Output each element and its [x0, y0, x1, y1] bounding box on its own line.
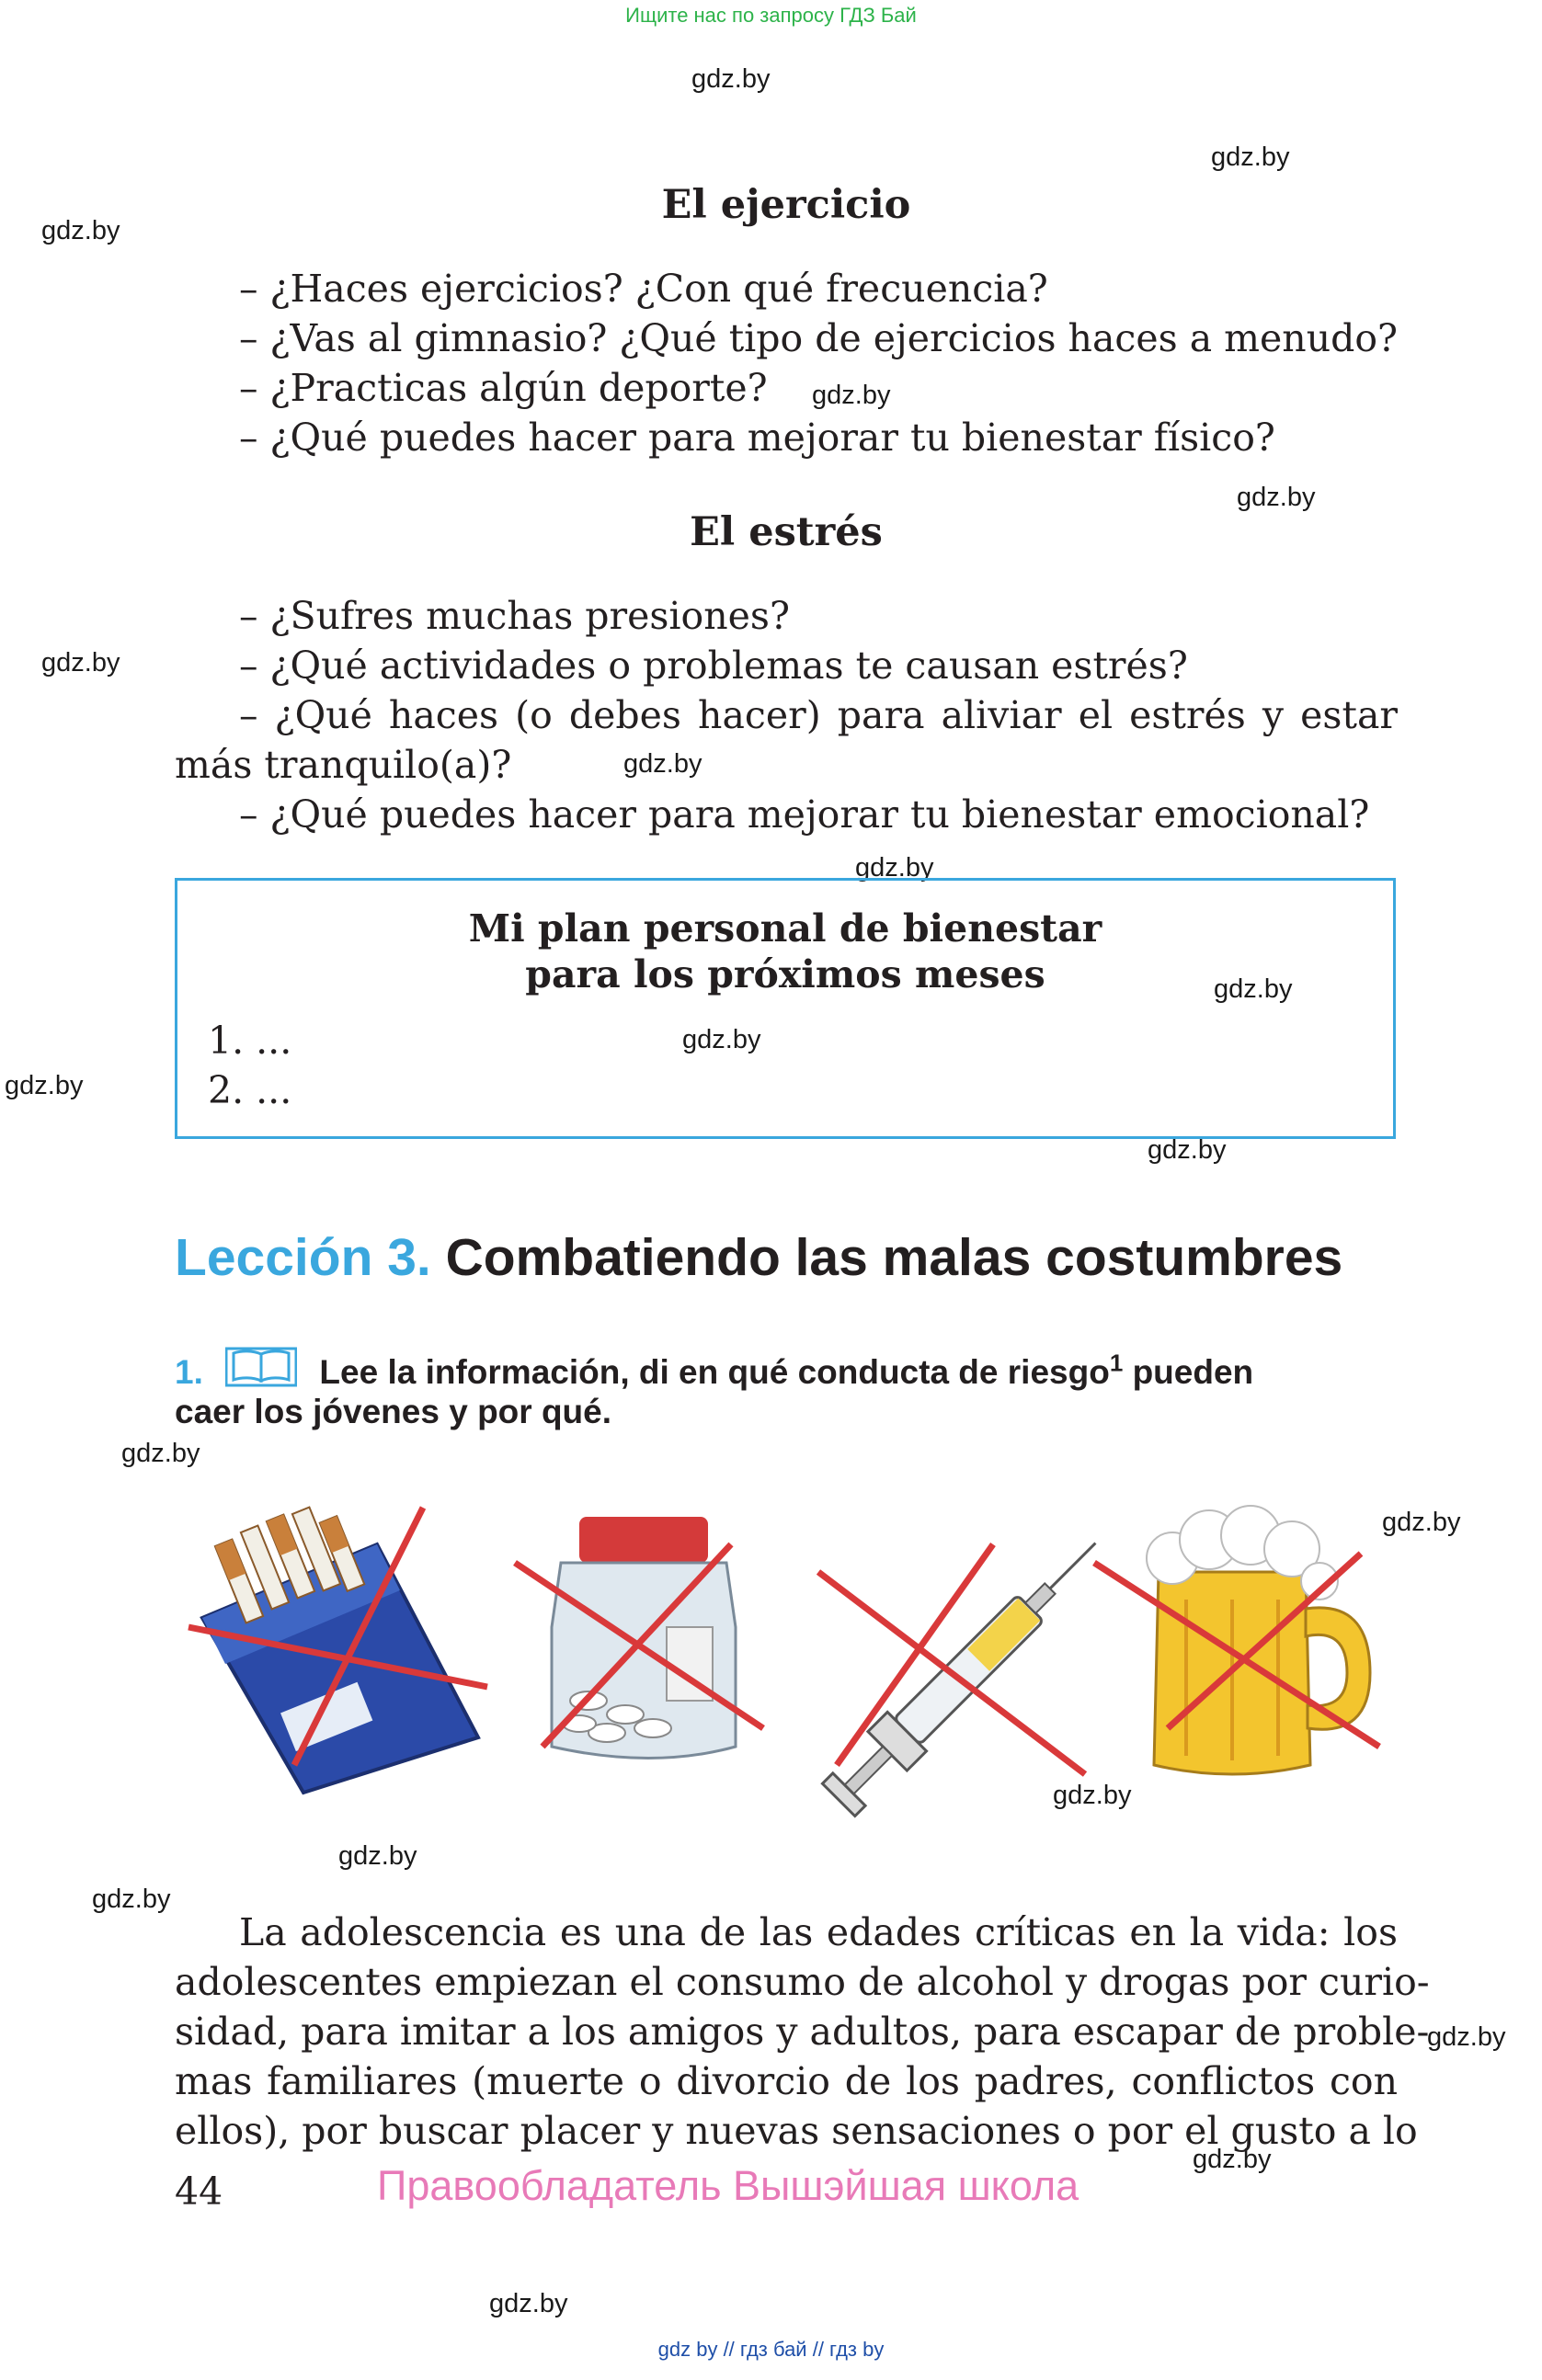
question-line: – ¿Qué actividades o problemas te causan estrés?	[239, 643, 1188, 688]
cigarettes-icon	[202, 1508, 478, 1793]
lesson-title: Combatiendo las malas costumbres	[445, 1228, 1343, 1287]
paragraph-line: sidad, para imitar a los amigos y adultos, para escapar de proble-	[175, 2010, 1430, 2054]
plan-title-line1: Mi plan personal de bienestar	[468, 906, 1102, 951]
watermark: gdz.by	[812, 381, 891, 410]
watermark: gdz.by	[92, 1885, 171, 1914]
page-number: 44	[175, 2169, 223, 2214]
watermark: gdz.by	[41, 216, 120, 245]
watermark: gdz.by	[1193, 2145, 1272, 2174]
watermark: gdz.by	[1382, 1508, 1461, 1537]
top-search-note: Ищите нас по запросу ГДЗ Бай	[625, 4, 917, 27]
question-line: – ¿Vas al gimnasio? ¿Qué tipo de ejercicios haces a menudo?	[239, 316, 1399, 360]
paragraph-line: ellos), por buscar placer y nuevas sensaciones o por el gusto a lo	[175, 2109, 1418, 2153]
copyright-owner: Правообладатель Вышэйшая школа	[377, 2162, 1079, 2209]
syringe-icon	[819, 1523, 1115, 1819]
watermark: gdz.by	[691, 64, 771, 94]
paragraph-line: adolescentes empiezan el consumo de alcohol y drogas por curio-	[175, 1960, 1430, 2004]
question-line: – ¿Haces ejercicios? ¿Con qué frecuencia?	[239, 267, 1048, 311]
watermark: gdz.by	[1214, 974, 1293, 1004]
watermark: gdz.by	[623, 749, 702, 779]
question-line: – ¿Qué haces (o debes hacer) para aliviar el estrés y estar	[239, 693, 1398, 737]
section-title-stress: El estrés	[690, 509, 883, 555]
watermark: gdz.by	[489, 2289, 568, 2318]
paragraph-line: mas familiares (muerte o divorcio de los padres, conflictos con	[175, 2059, 1398, 2103]
task-instruction-line2: caer los jóvenes y por qué.	[175, 1393, 612, 1430]
question-line: – ¿Practicas algún deporte?	[239, 366, 768, 410]
watermark: gdz.by	[682, 1025, 761, 1054]
plan-item: 1. ...	[208, 1019, 292, 1063]
task-instruction-line1	[175, 1347, 1398, 1395]
question-line: – ¿Qué puedes hacer para mejorar tu bienestar físico?	[239, 416, 1275, 460]
section-title-exercise: El ejercicio	[661, 182, 911, 228]
watermark: gdz.by	[1427, 2022, 1506, 2052]
watermark: gdz.by	[1237, 483, 1316, 512]
lesson-number: Lección 3.	[175, 1228, 431, 1287]
book-icon	[225, 1347, 297, 1395]
question-line: más tranquilo(a)?	[175, 743, 512, 787]
plan-item: 2. ...	[208, 1068, 292, 1112]
paragraph-line: La adolescencia es una de las edades críticas en la vida: los	[239, 1910, 1398, 1954]
watermark: gdz.by	[41, 648, 120, 678]
lesson-heading	[175, 1227, 1342, 1288]
question-line: – ¿Sufres muchas presiones?	[239, 594, 790, 638]
bottom-links-note[interactable]: gdz by // гдз бай // гдз by	[657, 2338, 885, 2361]
personal-plan-box	[175, 878, 1396, 1139]
footnote-mark: 1	[1109, 1349, 1124, 1377]
watermark: gdz.by	[1211, 142, 1290, 172]
risk-behaviors-illustration	[175, 1489, 1407, 1829]
watermark: gdz.by	[338, 1841, 417, 1871]
task-text: pueden	[1132, 1353, 1254, 1391]
watermark: gdz.by	[855, 853, 934, 883]
plan-title-line2: para los próximos meses	[525, 952, 1045, 996]
question-line: – ¿Qué puedes hacer para mejorar tu bienestar emocional?	[239, 792, 1370, 837]
watermark: gdz.by	[5, 1071, 84, 1100]
beer-mug-icon	[1147, 1506, 1370, 1774]
task-text: Lee la información, di en qué conducta de riesgo	[319, 1353, 1110, 1391]
watermark: gdz.by	[1148, 1135, 1227, 1165]
watermark: gdz.by	[1053, 1781, 1132, 1810]
task-number: 1.	[175, 1353, 203, 1391]
watermark: gdz.by	[121, 1439, 200, 1468]
